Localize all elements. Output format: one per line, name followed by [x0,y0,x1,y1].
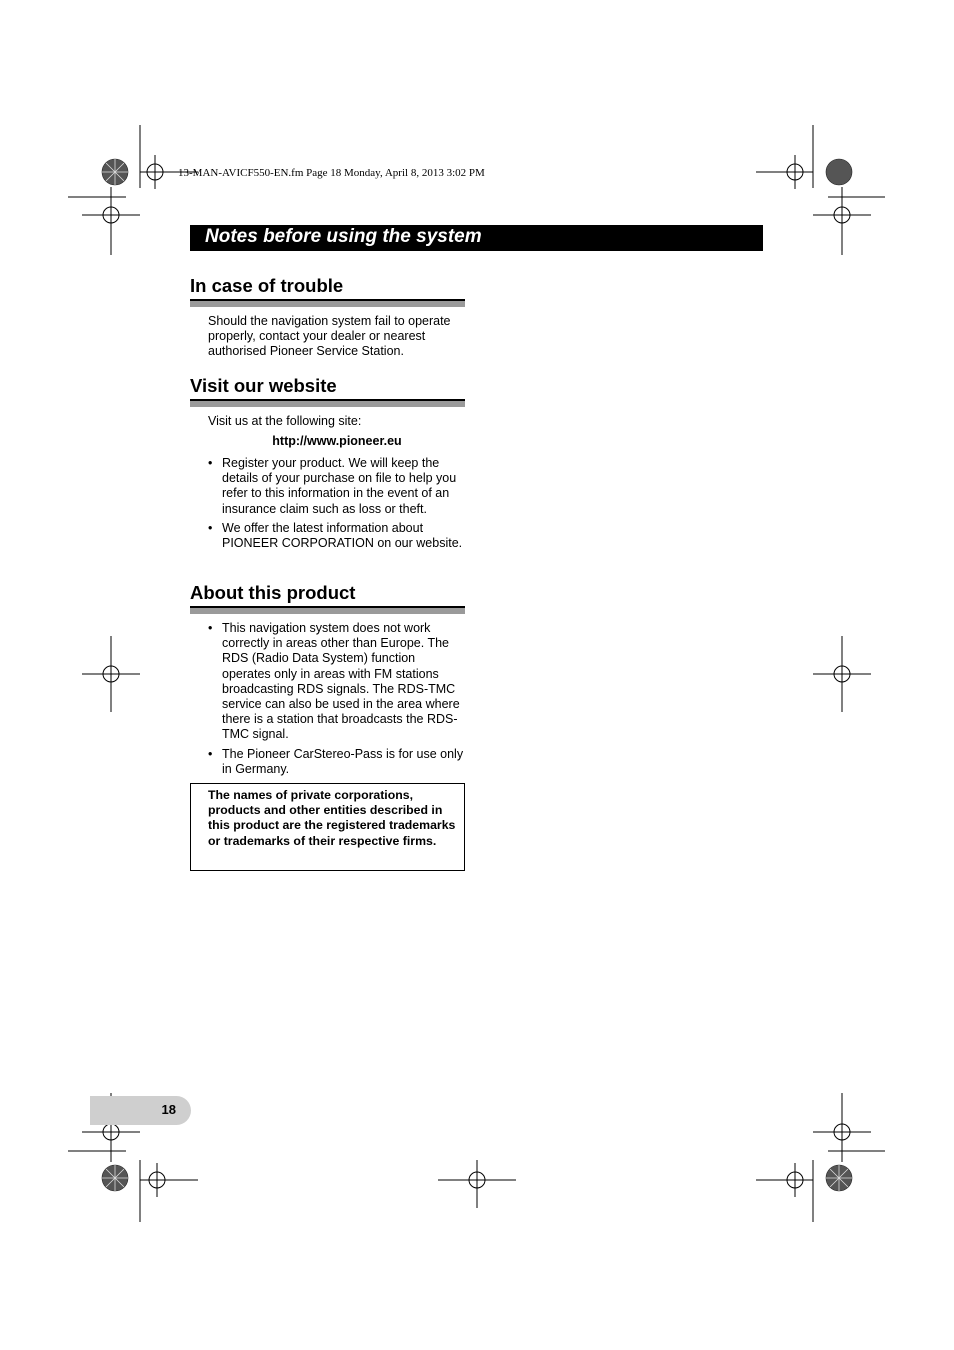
trouble-text: Should the navigation system fail to operate properly, contact your dealer or nearest authorised Pioneer Service Station. [208,314,451,359]
website-bullet-list [208,456,466,555]
heading-rule [190,606,465,614]
website-url-link[interactable]: http://www.pioneer.eu [272,434,402,448]
heading-rule [190,399,465,407]
trademark-notice-box [190,783,465,871]
list-item: • The Pioneer CarStereo-Pass is for use only in Germany. [208,747,466,777]
heading-rule [190,299,465,307]
page-title: Notes before using the system [205,226,482,247]
page-number-tab [90,1096,191,1125]
page-title-bar [190,225,763,251]
file-info: 13-MAN-AVICF550-EN.fm Page 18 Monday, April 8, 2013 3:02 PM [178,167,485,179]
page-number: 18 [161,1102,176,1117]
list-item: • We offer the latest information about PIONEER CORPORATION on our website. [208,521,466,551]
heading-website: Visit our website [190,375,337,396]
list-item: • Register your product. We will keep the details of your purchase on file to help you refer to this information in the event of an insurance claim such as loss or theft. [208,456,466,517]
product-bullet-list [208,621,466,781]
trademark-notice-text: The names of private corporations, products and other entities described in this product are the registered trademarks or trademarks of their respective firms. [208,788,456,848]
heading-product: About this product [190,582,356,603]
heading-trouble: In case of trouble [190,275,344,296]
list-item: • This navigation system does not work correctly in areas other than Europe. The RDS (Radio Data System) function operates only in areas with FM stations broadcasting RDS signals. The RDS-TMC service can also be used in the area where there is a station that broadcasts the RDS-TMC signal. [208,621,466,743]
website-intro: Visit us at the following site: [208,414,362,428]
